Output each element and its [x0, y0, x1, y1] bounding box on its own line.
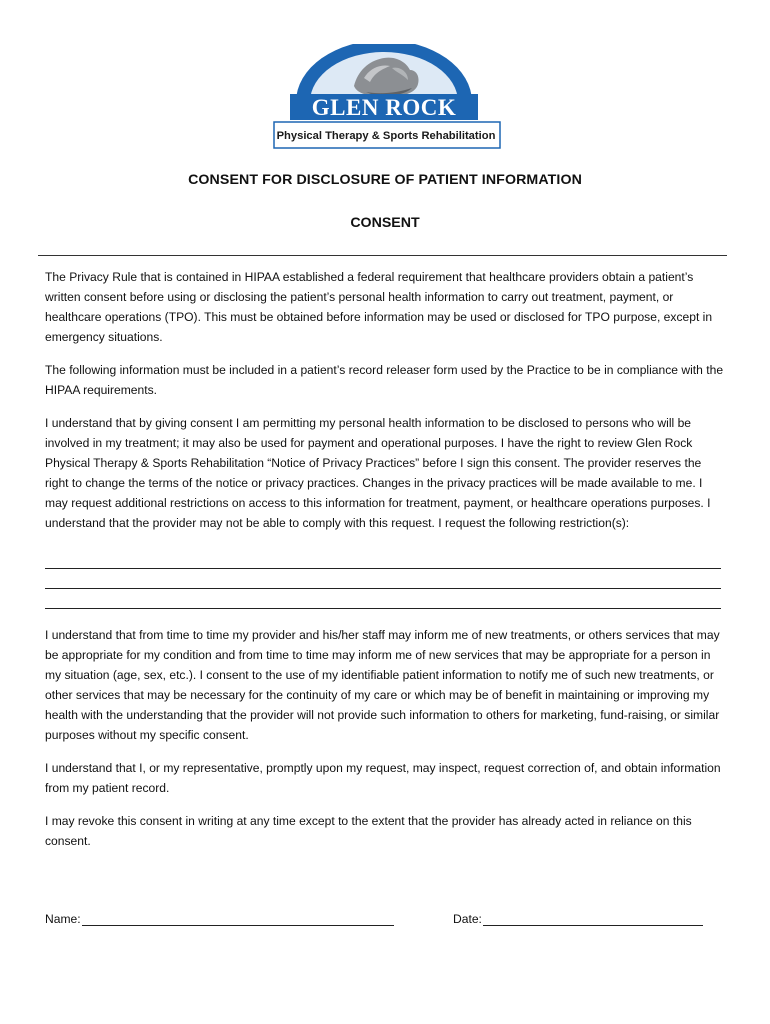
logo-tagline: Physical Therapy & Sports Rehabilitation — [276, 130, 496, 142]
paragraph-privacy-rule: The Privacy Rule that is contained in HIPAA established a federal requirement that healthcare providers obtain a patient’s written consent before using or disclosing the patient’s personal health information to carry out treatment, payment, or healthcare operations (TPO). This must be obtained before information may be used or disclosed for TPO purpose, except in emergency situations. — [45, 270, 713, 344]
document-title: CONSENT FOR DISCLOSURE OF PATIENT INFORMATION — [188, 172, 582, 188]
document-subtitle: CONSENT — [350, 215, 420, 231]
restriction-lines — [45, 549, 721, 609]
name-field — [45, 911, 394, 926]
date-field — [453, 911, 703, 926]
header-divider — [38, 255, 727, 256]
logo-graphic — [266, 44, 502, 154]
signature-row — [45, 911, 725, 933]
date-input-line[interactable] — [483, 911, 703, 926]
paragraph-inspect-record: I understand that I, or my representative, promptly upon my request, may inspect, request correction of, and obtain information from my patient record. — [45, 761, 721, 795]
paragraph-required-info: The following information must be included in a patient’s record releaser form used by the Practice to be in compliance with the HIPAA requirements. — [45, 363, 724, 397]
paragraph-consent-terms: I understand that by giving consent I am permitting my personal health information to be disclosed to persons who will be involved in my treatment; it may also be used for payment and operational purposes. I have the right to review Glen Rock Physical Therapy & Sports Rehabilitation “Notice of Privacy Practices” before I sign this consent. The provider reserves the right to change the terms of the notice or privacy practices. Changes in the privacy practices will be made available to me. I may request additional restrictions on access to this information for treatment, payment, or healthcare operations purposes. I understand that the provider may not be able to comply with this request. I request the following restriction(s): — [45, 416, 711, 530]
clinic-logo — [266, 44, 502, 154]
paragraph-revoke-consent: I may revoke this consent in writing at any time except to the extent that the provider has already acted in reliance on this consent. — [45, 814, 692, 848]
paragraph-new-treatments: I understand that from time to time my provider and his/her staff may inform me of new treatments, or others services that may be appropriate for my condition and from time to time may inform me of new services that may be appropriate for a person in my situation (age, sex, etc.). I consent to the use of my identifiable patient information to notify me of such new treatments, or other services that may be necessary for the continuity of my care or which may be of benefit in maintaining or improving my health with the understanding that the provider will not provide such information to others for marketing, fund-raising, or similar purposes without my specific consent. — [45, 628, 720, 742]
restriction-line-2[interactable] — [45, 569, 721, 589]
logo-name: GLEN ROCK — [311, 95, 457, 120]
document-body — [45, 267, 725, 864]
date-label: Date: — [453, 912, 482, 926]
restriction-line-3[interactable] — [45, 589, 721, 609]
name-input-line[interactable] — [82, 911, 394, 926]
name-label: Name: — [45, 912, 81, 926]
restriction-line-1[interactable] — [45, 549, 721, 569]
